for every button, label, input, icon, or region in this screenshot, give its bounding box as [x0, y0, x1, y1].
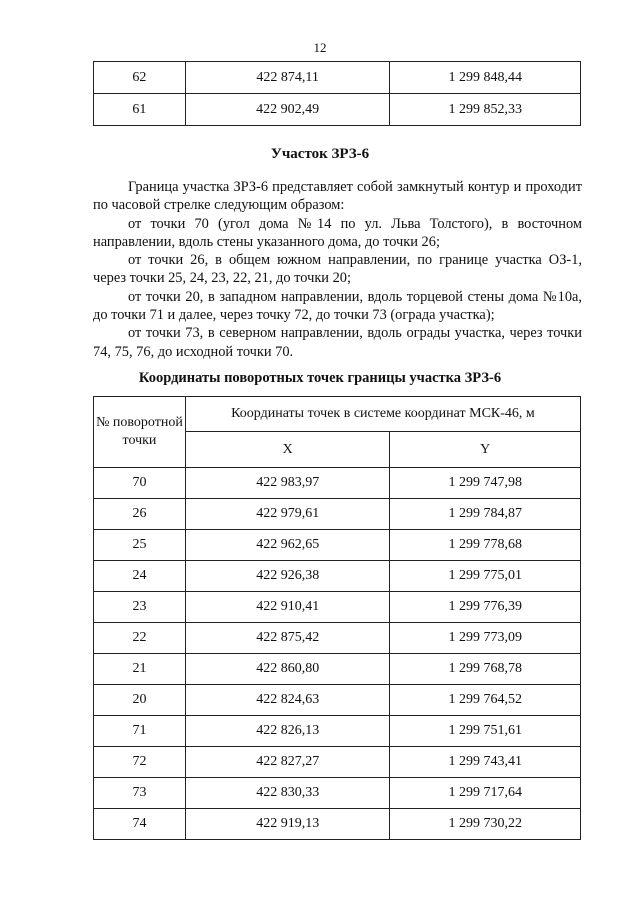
point-number: 72 [94, 747, 186, 778]
paragraph-segment: от точки 20, в западном направлении, вдоль торцевой стены дома №10а, до точки 71 и далее, через точку 72, до точки 73 (ограда участка); [93, 288, 582, 324]
coord-y: 1 299 751,61 [390, 716, 581, 747]
paragraph-intro: Граница участка ЗРЗ-6 представляет собой замкнутый контур и проходит по часовой стрелке следующим образом: [93, 179, 582, 214]
coord-x: 422 902,49 [185, 94, 390, 126]
page-number: 12 [313, 40, 327, 55]
coord-x: 422 962,65 [185, 530, 390, 561]
coord-y: 1 299 717,64 [390, 778, 581, 809]
boundary-description [93, 178, 582, 361]
point-number: 24 [94, 561, 186, 592]
point-number: 70 [94, 468, 186, 499]
point-number: 20 [94, 685, 186, 716]
coord-x: 422 860,80 [185, 654, 390, 685]
coord-y: 1 299 775,01 [390, 561, 581, 592]
paragraph-segment: от точки 26, в общем южном направлении, по границе участка ОЗ-1, через точки 25, 24, 23, 22, 21, до точки 20; [93, 252, 582, 287]
point-number: 71 [94, 716, 186, 747]
coord-y: 1 299 852,33 [390, 94, 581, 126]
header-coordinate-system: Координаты точек в системе координат МСК-46, м [185, 397, 580, 432]
table-title: Координаты поворотных точек границы участка ЗРЗ-6 [138, 370, 502, 386]
coord-y: 1 299 743,41 [390, 747, 581, 778]
table-row [94, 654, 581, 685]
header-y: Y [390, 432, 581, 468]
table-row [94, 468, 581, 499]
table-row [94, 716, 581, 747]
coord-y: 1 299 768,78 [390, 654, 581, 685]
table-row [94, 62, 581, 94]
point-number: 73 [94, 778, 186, 809]
coord-y: 1 299 848,44 [390, 62, 581, 94]
coord-y: 1 299 778,68 [390, 530, 581, 561]
header-x: X [185, 432, 390, 468]
table-row [94, 778, 581, 809]
point-number: 25 [94, 530, 186, 561]
coord-y: 1 299 764,52 [390, 685, 581, 716]
coord-x: 422 979,61 [185, 499, 390, 530]
coord-x: 422 874,11 [185, 62, 390, 94]
point-number: 26 [94, 499, 186, 530]
point-number: 61 [94, 94, 186, 126]
coord-y: 1 299 773,09 [390, 623, 581, 654]
coord-x: 422 824,63 [185, 685, 390, 716]
paragraph-segment: от точки 70 (угол дома №14 по ул. Льва Толстого), в восточном направлении, вдоль стены указанного дома, до точки 26; [93, 215, 582, 250]
table-row [94, 94, 581, 126]
coord-x: 422 875,42 [185, 623, 390, 654]
table-row [94, 530, 581, 561]
coord-y: 1 299 776,39 [390, 592, 581, 623]
paragraph-segment: от точки 73, в северном направлении, вдоль ограды участка, через точки 74, 75, 76, до исходной точки 70. [93, 325, 582, 360]
table-row [94, 747, 581, 778]
coord-x: 422 830,33 [185, 778, 390, 809]
coord-y: 1 299 784,87 [390, 499, 581, 530]
coord-x: 422 919,13 [185, 809, 390, 840]
point-number: 62 [94, 62, 186, 94]
point-number: 21 [94, 654, 186, 685]
table-row [94, 809, 581, 840]
coord-y: 1 299 747,98 [390, 468, 581, 499]
point-number: 22 [94, 623, 186, 654]
coord-x: 422 910,41 [185, 592, 390, 623]
table-row [94, 561, 581, 592]
coord-x: 422 983,97 [185, 468, 390, 499]
table-row [94, 499, 581, 530]
coord-x: 422 826,13 [185, 716, 390, 747]
coord-x: 422 827,27 [185, 747, 390, 778]
table-row [94, 592, 581, 623]
coord-y: 1 299 730,22 [390, 809, 581, 840]
header-point-number: № поворотной точки [94, 397, 186, 468]
table-row [94, 623, 581, 654]
continued-coordinates-table [93, 61, 581, 126]
coord-x: 422 926,38 [185, 561, 390, 592]
point-number: 23 [94, 592, 186, 623]
section-title: Участок ЗРЗ-6 [270, 146, 370, 162]
table-row [94, 685, 581, 716]
coordinates-table [93, 396, 581, 840]
point-number: 74 [94, 809, 186, 840]
